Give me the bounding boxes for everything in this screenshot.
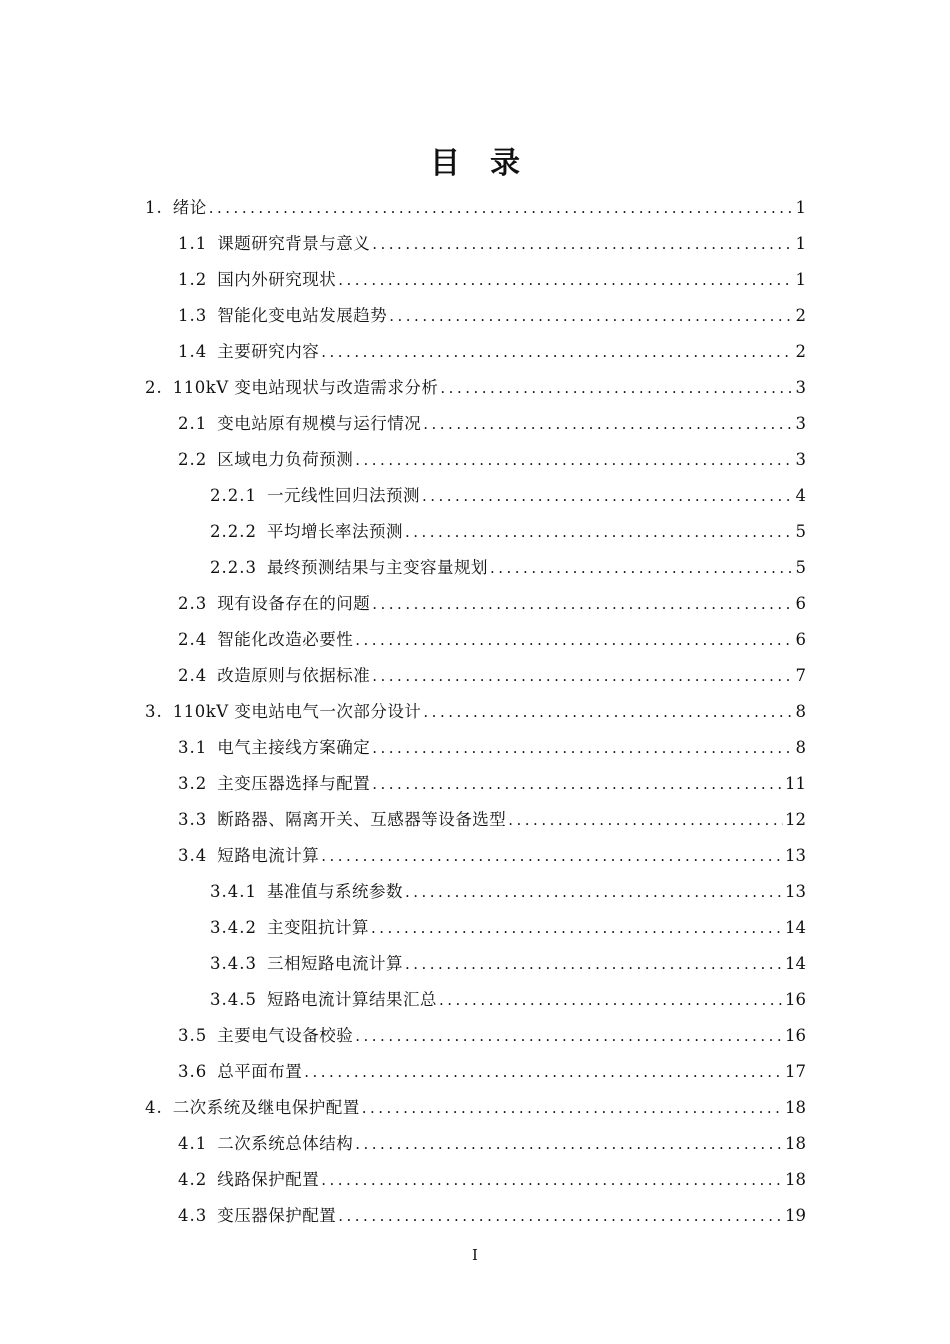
toc-entry-number: 1.2 (178, 270, 208, 289)
toc-entry-number: 3.2 (178, 774, 208, 793)
toc-entry[interactable] (178, 766, 806, 802)
toc-entry-page-number: 5 (795, 522, 806, 541)
toc-entry-label: 线路保护配置 (217, 1170, 320, 1189)
toc-dot-leader (355, 1126, 783, 1162)
toc-dot-leader (372, 658, 793, 694)
toc-entry-number: 3.4.1 (210, 882, 257, 901)
toc-entry[interactable] (210, 478, 806, 514)
toc-entry-page-number: 5 (795, 558, 806, 577)
toc-dot-leader (423, 406, 793, 442)
toc-entry-number: 2.2.1 (210, 486, 257, 505)
toc-entry-page-number: 13 (785, 882, 806, 901)
toc-entry-number: 2.3 (178, 594, 208, 613)
toc-entry-page-number: 12 (785, 810, 806, 829)
toc-title-char-2: 录 (490, 146, 520, 182)
toc-entry-label: 一元线性回归法预测 (266, 486, 420, 505)
toc-entry-page-number: 6 (795, 594, 806, 613)
toc-entry-label: 智能化变电站发展趋势 (217, 306, 388, 325)
toc-entry-label: 二次系统及继电保护配置 (172, 1098, 360, 1117)
toc-entry-number: 2.4 (178, 666, 208, 685)
toc-entry[interactable] (178, 334, 806, 370)
toc-entry-page-number: 3 (795, 450, 806, 469)
toc-dot-leader (355, 622, 793, 658)
toc-entry-number: 4.2 (178, 1170, 208, 1189)
toc-entry-page-number: 13 (785, 846, 806, 865)
toc-entry-label: 基准值与系统参数 (266, 882, 403, 901)
toc-entry-number: 3.1 (178, 738, 208, 757)
toc-entry-number: 1.4 (178, 342, 208, 361)
toc-dot-leader (490, 550, 794, 586)
toc-dot-leader (389, 298, 793, 334)
toc-title-char-1: 目 (430, 146, 460, 182)
toc-dot-leader (372, 586, 793, 622)
toc-dot-leader (304, 1054, 783, 1090)
toc-entry-number: 2.2.2 (210, 522, 257, 541)
toc-entry-label: 电气主接线方案确定 (217, 738, 371, 757)
toc-dot-leader (338, 1198, 783, 1234)
toc-entry[interactable] (145, 190, 806, 226)
toc-entry-label: 主变压器选择与配置 (217, 774, 371, 793)
toc-entry-page-number: 14 (785, 918, 806, 937)
toc-dot-leader (321, 334, 793, 370)
toc-entry-label: 绪论 (172, 198, 207, 217)
toc-entry[interactable] (178, 1054, 806, 1090)
toc-entry-number: 1.1 (178, 234, 208, 253)
toc-dot-leader (405, 946, 783, 982)
toc-dot-leader (423, 694, 793, 730)
toc-entry-label: 断路器、隔离开关、互感器等设备选型 (217, 810, 507, 829)
toc-entry-number: 2.4 (178, 630, 208, 649)
toc-entry-page-number: 1 (795, 270, 806, 289)
toc-entry-page-number: 4 (795, 486, 806, 505)
toc-entry-label: 智能化改造必要性 (217, 630, 354, 649)
toc-entry-number: 2. (145, 378, 163, 397)
toc-entry[interactable] (178, 802, 806, 838)
toc-entry[interactable] (178, 730, 806, 766)
toc-entry-page-number: 1 (795, 234, 806, 253)
toc-entry[interactable] (178, 1126, 806, 1162)
toc-dot-leader (405, 514, 794, 550)
toc-entry-number: 3.4.3 (210, 954, 257, 973)
toc-entry-page-number: 19 (785, 1206, 806, 1225)
toc-entry-label: 变压器保护配置 (217, 1206, 337, 1225)
toc-entry-label: 三相短路电流计算 (266, 954, 403, 973)
toc-entry-number: 3.4.2 (210, 918, 257, 937)
toc-entry-number: 2.2.3 (210, 558, 257, 577)
toc-entry[interactable] (178, 1162, 806, 1198)
toc-entry[interactable] (178, 658, 806, 694)
toc-entry[interactable] (210, 982, 806, 1018)
toc-dot-leader (422, 478, 794, 514)
toc-entry-label: 现有设备存在的问题 (217, 594, 371, 613)
toc-dot-leader (372, 226, 793, 262)
toc-entry-number: 4.3 (178, 1206, 208, 1225)
toc-entry-label: 110kV 变电站电气一次部分设计 (172, 702, 422, 721)
toc-entry-label: 课题研究背景与意义 (217, 234, 371, 253)
toc-dot-leader (209, 190, 794, 226)
toc-entry-page-number: 2 (795, 342, 806, 361)
toc-dot-leader (372, 766, 783, 802)
toc-entry-number: 2.1 (178, 414, 208, 433)
toc-entry-number: 4. (145, 1098, 163, 1117)
toc-entry-page-number: 18 (785, 1134, 806, 1153)
toc-dot-leader (362, 1090, 783, 1126)
toc-entry-label: 国内外研究现状 (217, 270, 337, 289)
toc-entry-label: 主变阻抗计算 (266, 918, 369, 937)
toc-entry-label: 平均增长率法预测 (266, 522, 403, 541)
toc-dot-leader (321, 838, 783, 874)
toc-entry-number: 3.4.5 (210, 990, 257, 1009)
toc-entry[interactable] (145, 694, 806, 730)
toc-entry-number: 2.2 (178, 450, 208, 469)
toc-entry-page-number: 6 (795, 630, 806, 649)
toc-entry-number: 1. (145, 198, 163, 217)
toc-entry-page-number: 3 (795, 378, 806, 397)
toc-entry-page-number: 8 (795, 702, 806, 721)
page-number-footer: I (472, 1246, 478, 1264)
toc-entry[interactable] (178, 406, 806, 442)
toc-entry-number: 1.3 (178, 306, 208, 325)
toc-dot-leader (355, 442, 793, 478)
toc-entry-label: 区域电力负荷预测 (217, 450, 354, 469)
toc-entry-label: 110kV 变电站现状与改造需求分析 (172, 378, 439, 397)
toc-entry-page-number: 16 (785, 990, 806, 1009)
toc-entry-label: 主要电气设备校验 (217, 1026, 354, 1045)
toc-entry-page-number: 17 (785, 1062, 806, 1081)
toc-entry-page-number: 18 (785, 1098, 806, 1117)
toc-entry-number: 3. (145, 702, 163, 721)
toc-dot-leader (355, 1018, 783, 1054)
toc-entry-label: 短路电流计算 (217, 846, 320, 865)
toc-entry-label: 二次系统总体结构 (217, 1134, 354, 1153)
toc-entry-page-number: 18 (785, 1170, 806, 1189)
toc-entry[interactable] (178, 262, 806, 298)
toc-entry-number: 3.6 (178, 1062, 208, 1081)
toc-entry[interactable] (178, 1018, 806, 1054)
toc-entry-label: 改造原则与依据标准 (217, 666, 371, 685)
toc-entry-page-number: 3 (795, 414, 806, 433)
toc-entry-page-number: 7 (795, 666, 806, 685)
toc-entry-page-number: 1 (795, 198, 806, 217)
toc-entry-page-number: 8 (795, 738, 806, 757)
toc-dot-leader (440, 370, 793, 406)
toc-entry[interactable] (178, 838, 806, 874)
toc-dot-leader (508, 802, 783, 838)
toc-dot-leader (439, 982, 783, 1018)
toc-entry[interactable] (178, 1198, 806, 1234)
toc-title (0, 138, 950, 182)
toc-entry-page-number: 2 (795, 306, 806, 325)
toc-entry[interactable] (210, 514, 806, 550)
toc-entry-label: 最终预测结果与主变容量规划 (266, 558, 488, 577)
toc-entry-label: 变电站原有规模与运行情况 (217, 414, 422, 433)
toc-entry-number: 3.3 (178, 810, 208, 829)
toc-entry-number: 3.5 (178, 1026, 208, 1045)
toc-entry[interactable] (178, 442, 806, 478)
toc-entry[interactable] (178, 226, 806, 262)
toc-dot-leader (338, 262, 793, 298)
toc-entry[interactable] (178, 622, 806, 658)
toc-dot-leader (371, 910, 783, 946)
toc-entry-label: 短路电流计算结果汇总 (266, 990, 437, 1009)
toc-entry[interactable] (178, 586, 806, 622)
toc-entry[interactable] (210, 910, 806, 946)
toc-dot-leader (405, 874, 783, 910)
toc-dot-leader (321, 1162, 783, 1198)
toc-entry-label: 总平面布置 (217, 1062, 303, 1081)
toc-entry-number: 3.4 (178, 846, 208, 865)
toc-entry-page-number: 14 (785, 954, 806, 973)
toc-entry-number: 4.1 (178, 1134, 208, 1153)
toc-entry[interactable] (210, 550, 806, 586)
toc-entry[interactable] (178, 298, 806, 334)
toc-entry[interactable] (210, 946, 806, 982)
toc-entry[interactable] (210, 874, 806, 910)
toc-entry-page-number: 11 (785, 774, 806, 793)
toc-entry[interactable] (145, 1090, 806, 1126)
toc-entry-page-number: 16 (785, 1026, 806, 1045)
toc-entry[interactable] (145, 370, 806, 406)
toc-entry-label: 主要研究内容 (217, 342, 320, 361)
toc-dot-leader (372, 730, 793, 766)
